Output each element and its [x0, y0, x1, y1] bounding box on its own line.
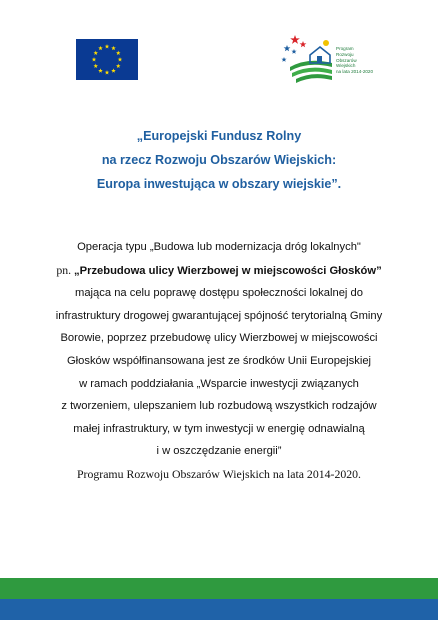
- eu-flag-logo: [76, 39, 138, 80]
- heading-line: Europa inwestująca w obszary wiejskie”.: [96, 177, 342, 191]
- prow-text-line: Rozwoju: [336, 51, 354, 57]
- heading-line: na rzecz Rozwoju Obszarów Wiejskich:: [101, 153, 337, 167]
- body-line: Operacja typu „Budowa lub modernizacja dróg lokalnych": [77, 241, 361, 253]
- body-line: z tworzeniem, ulepszaniem lub rozbudową wszystkich rodzajów: [61, 400, 377, 413]
- operation-description: [0, 236, 438, 486]
- fund-heading: [0, 124, 438, 196]
- eu-stars-icon: [76, 39, 138, 80]
- body-line: Programu Rozwoju Obszarów Wiejskich na lata 2014-2020.: [76, 466, 361, 481]
- footer-blue-band: [0, 599, 438, 620]
- body-line: w ramach poddziałania „Wsparcie inwestycji związanych: [79, 377, 359, 390]
- prow-logo-text: [336, 46, 373, 75]
- body-line-project-name: [0, 259, 438, 283]
- body-line: małej infrastruktury, w tym inwestycji w energię odnawialną: [73, 422, 365, 435]
- body-line: Głosków współfinansowana jest ze środków Unii Europejskiej: [66, 354, 372, 367]
- heading-line: „Europejski Fundusz Rolny: [136, 129, 302, 143]
- body-line: infrastruktury drogowej gwarantującej spójność terytorialną Gminy: [55, 309, 383, 322]
- prow-emblem-icon: [280, 33, 336, 85]
- prow-text-line: na lata 2014-2020: [336, 69, 374, 75]
- prow-logo: [280, 33, 374, 85]
- project-prefix: pn.: [56, 262, 75, 277]
- body-line: i w oszczędzanie energii”: [156, 445, 282, 458]
- prow-text-line: Obszarów: [336, 57, 357, 63]
- body-line: mająca na celu poprawę dostępu społeczności lokalnej do: [75, 287, 363, 300]
- body-line: Borowie, poprzez przebudowę ulicy Wierzbowej w miejscowości: [60, 332, 378, 345]
- project-name: „Przebudowa ulicy Wierzbowej w miejscowości Głosków”: [74, 264, 382, 277]
- prow-text-line: Program: [336, 46, 354, 51]
- footer-green-band: [0, 578, 438, 599]
- prow-text-line: Wiejskich: [336, 63, 356, 69]
